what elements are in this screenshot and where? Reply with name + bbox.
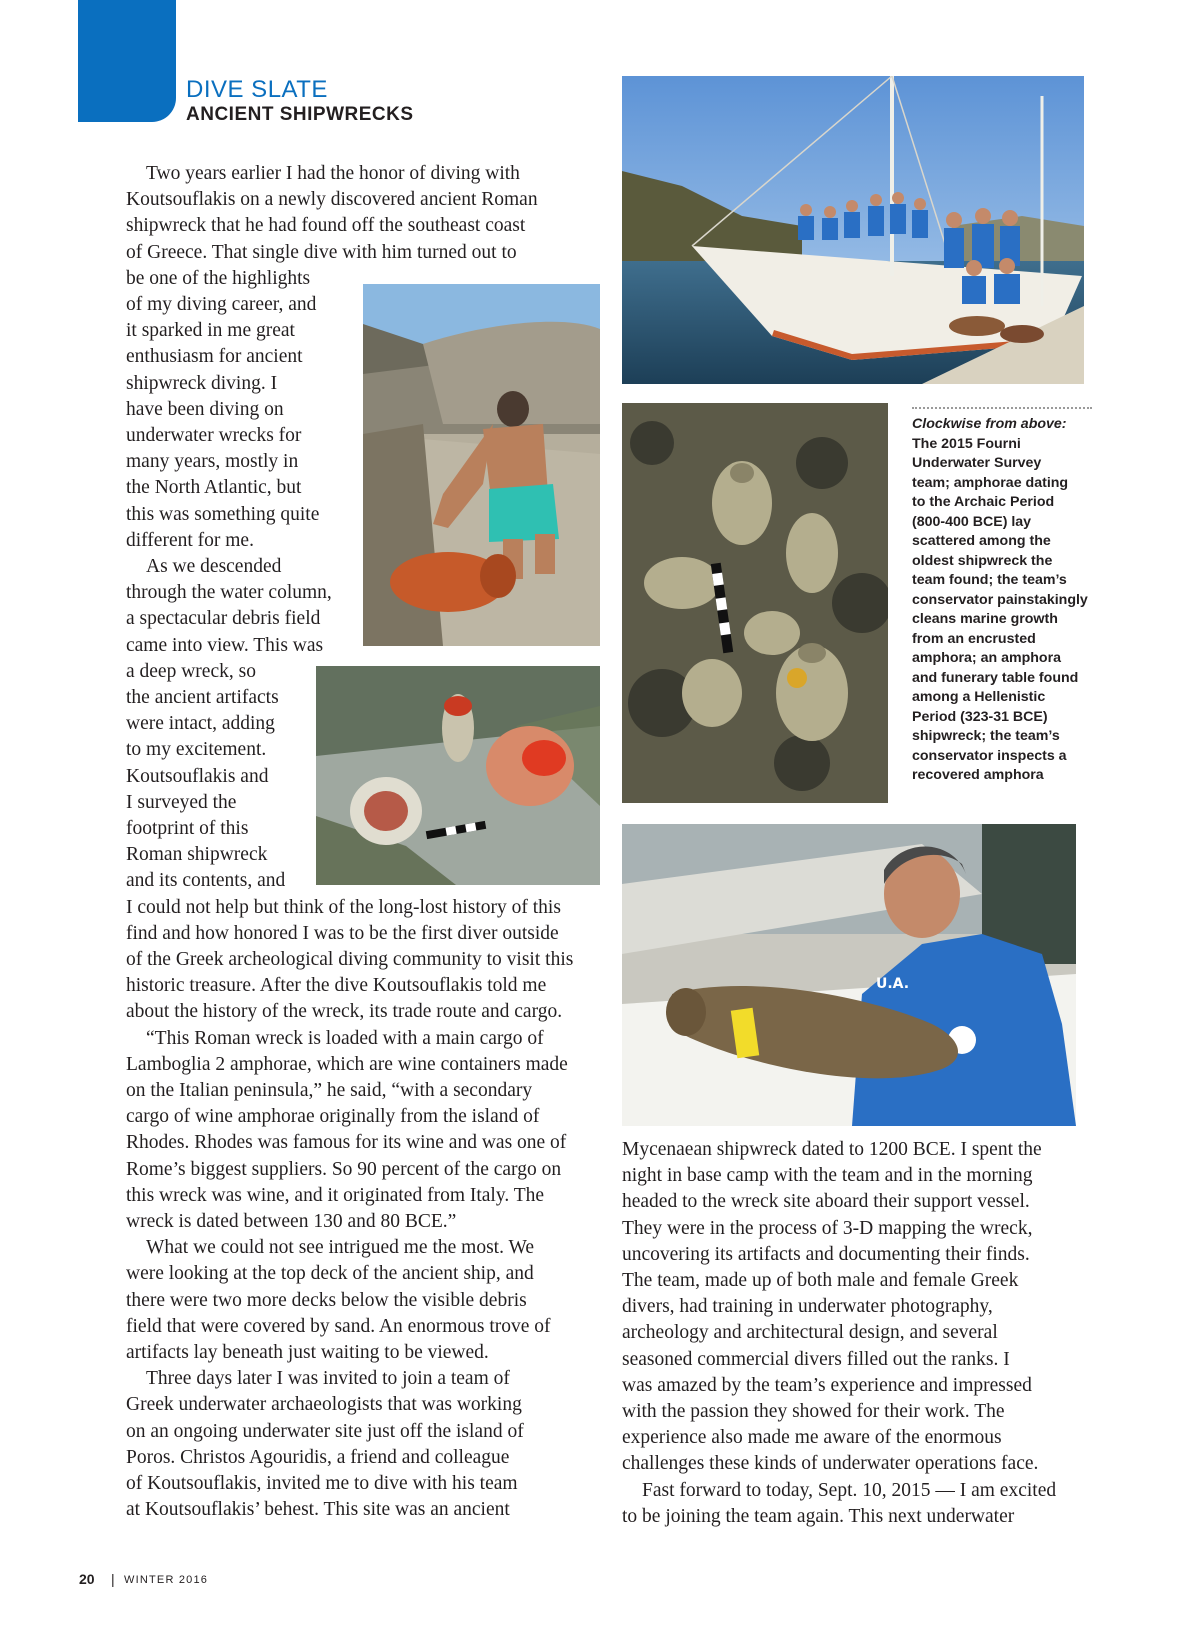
body-right-line: night in base camp with the team and in the morning [622, 1165, 1033, 1187]
caption-body [912, 435, 1092, 786]
body-right-line: experience also made me aware of the enormous [622, 1427, 1002, 1449]
team-photo [622, 76, 1084, 384]
body-left-line: Lamboglia 2 amphorae, which are wine containers made [126, 1053, 568, 1075]
shirt-label: U.A. [876, 976, 910, 992]
body-left-line: be one of the highlights [126, 267, 311, 289]
caption-line: cleans marine growth [912, 611, 1058, 627]
caption-line: conservator inspects a [912, 747, 1067, 764]
body-left-line: different for me. [126, 529, 254, 551]
body-left-line: the North Atlantic, but [126, 477, 302, 499]
photo-caption [912, 407, 1092, 786]
body-left-line: on the Italian peninsula,” he said, “with a secondary [126, 1080, 533, 1101]
body-left-line: Poros. Christos Agouridis, a friend and colleague [126, 1446, 510, 1468]
caption-line: team found; the team’s [912, 572, 1067, 588]
caption-line: team; amphorae dating [912, 474, 1069, 491]
body-left-line: artifacts lay beneath just waiting to be viewed. [126, 1342, 489, 1363]
body-left-line: have been diving on [126, 398, 284, 420]
caption-line: recovered amphora [912, 767, 1044, 783]
caption-line: Underwater Survey [912, 455, 1042, 471]
body-left-line: Rhodes. Rhodes was famous for its wine and was one of [126, 1132, 567, 1154]
body-left-line: of Greece. That single dive with him turned out to [126, 241, 517, 263]
body-right-line: with the passion they showed for their work. The [622, 1401, 1005, 1422]
underwater-amphorae-photo [316, 666, 600, 885]
body-left-line: What we could not see intrigued me the most. We [146, 1237, 534, 1259]
body-left-line: at Koutsouflakis’ behest. This site was an ancient [126, 1499, 510, 1521]
caption-line: shipwreck; the team’s [912, 728, 1060, 744]
body-left-line: many years, mostly in [126, 451, 299, 473]
body-right-line: The team, made up of both male and female Greek [622, 1270, 1019, 1291]
body-right-line: was amazed by the team’s experience and impressed [622, 1374, 1032, 1396]
body-left-line: through the water column, [126, 582, 332, 604]
body-left-line: cargo of wine amphorae originally from the island of [126, 1106, 540, 1128]
caption-line: Period (323-31 BCE) [912, 708, 1048, 725]
body-left-line: As we descended [146, 556, 282, 577]
body-left-line: about the history of the wreck, its trade route and cargo. [126, 1001, 563, 1023]
caption-line: from an encrusted [912, 630, 1036, 647]
body-left-line: wreck is dated between 130 and 80 BCE.” [126, 1211, 457, 1232]
caption-line: and funerary table found [912, 669, 1079, 686]
body-left-line: Roman shipwreck [126, 844, 268, 866]
section-title: DIVE SLATE [186, 76, 328, 103]
body-left-line: of Koutsouflakis, invited me to dive with his team [126, 1473, 518, 1494]
body-left-line: Two years earlier I had the honor of diving with [146, 163, 520, 184]
body-left-line: it sparked in me great [126, 320, 295, 342]
caption-line: amphora; an amphora [912, 650, 1061, 666]
body-left-line: “This Roman wreck is loaded with a main cargo of [146, 1027, 544, 1049]
body-right-line: challenges these kinds of underwater operations face. [622, 1453, 1039, 1475]
section-tab [78, 0, 176, 122]
body-right-line: to be joining the team again. This next underwater [622, 1505, 1015, 1527]
body-left-line: underwater wrecks for [126, 425, 302, 446]
body-left-line: of the Greek archeological diving community to visit this [126, 949, 574, 970]
caption-line: to the Archaic Period [912, 494, 1055, 510]
caption-line: scattered among the [912, 533, 1051, 549]
body-right-line: seasoned commercial divers filled out the ranks. I [622, 1348, 1010, 1370]
body-right-line: Mycenaean shipwreck dated to 1200 BCE. I spent the [622, 1139, 1042, 1160]
body-left-line: field that were covered by sand. An enormous trove of [126, 1315, 551, 1337]
issue-label: WINTER 2016 [124, 1574, 209, 1586]
body-right-line: uncovering its artifacts and documenting their finds. [622, 1243, 1030, 1265]
body-left-line: Rome’s biggest suppliers. So 90 percent of the cargo on [126, 1158, 562, 1180]
caption-line: (800-400 BCE) lay [912, 513, 1032, 530]
page-number: 20 [79, 1571, 95, 1587]
caption-line: conservator painstakingly [912, 591, 1088, 608]
body-left-line: to my excitement. [126, 739, 267, 761]
body-left-line: Three days later I was invited to join a team of [146, 1368, 510, 1390]
man-with-amphora-photo [363, 284, 600, 646]
body-left-line: footprint of this [126, 818, 249, 839]
body-left-line: a spectacular debris field [126, 608, 321, 630]
body-left-line: I surveyed the [126, 791, 237, 813]
body-left-line: this wreck was wine, and it originated from Italy. The [126, 1184, 545, 1206]
body-right-line: Fast forward to today, Sept. 10, 2015 — I am excited [642, 1479, 1057, 1501]
body-right-line: archeology and architectural design, and several [622, 1322, 998, 1344]
body-right-line: divers, had training in underwater photography, [622, 1296, 993, 1318]
body-left-line: Greek underwater archaeologists that was working [126, 1394, 522, 1416]
body-left-line: and its contents, and [126, 870, 286, 892]
body-left-line: of my diving career, and [126, 294, 317, 315]
body-left-line: came into view. This was [126, 634, 324, 656]
caption-line: among a Hellenistic [912, 689, 1046, 705]
archaic-amphorae-photo [622, 403, 888, 803]
body-left-line: historic treasure. After the dive Koutsouflakis told me [126, 975, 547, 997]
caption-lead: Clockwise from above: [912, 416, 1067, 432]
body-left-line: there were two more decks below the visible debris [126, 1289, 527, 1311]
body-left-line: shipwreck diving. I [126, 372, 278, 394]
body-right-line: headed to the wreck site aboard their support vessel. [622, 1191, 1030, 1213]
body-left-line: Koutsouflakis and [126, 765, 269, 787]
body-left-line: Koutsouflakis on a newly discovered ancient Roman [126, 189, 538, 211]
body-left-line: a deep wreck, so [126, 660, 256, 682]
body-left-line: were looking at the top deck of the ancient ship, and [126, 1263, 534, 1285]
conservator-photo [622, 824, 1076, 1126]
body-left-line: the ancient artifacts [126, 687, 279, 708]
body-left-line: were intact, adding [126, 713, 275, 735]
footer-separator: | [111, 1571, 115, 1587]
article-subtitle: ANCIENT SHIPWRECKS [186, 104, 414, 125]
caption-line: oldest shipwreck the [912, 552, 1053, 569]
body-left-line: enthusiasm for ancient [126, 346, 303, 368]
body-left-line: this was something quite [126, 503, 320, 525]
caption-line: The 2015 Fourni [912, 435, 1021, 452]
body-right-line: They were in the process of 3-D mapping the wreck, [622, 1217, 1033, 1239]
body-left-line: find and how honored I was to be the first diver outside [126, 922, 559, 944]
body-left-line: on an ongoing underwater site just off the island of [126, 1420, 524, 1442]
body-left-line: I could not help but think of the long-lost history of this [126, 896, 561, 918]
body-left-line: shipwreck that he had found off the southeast coast [126, 215, 526, 237]
